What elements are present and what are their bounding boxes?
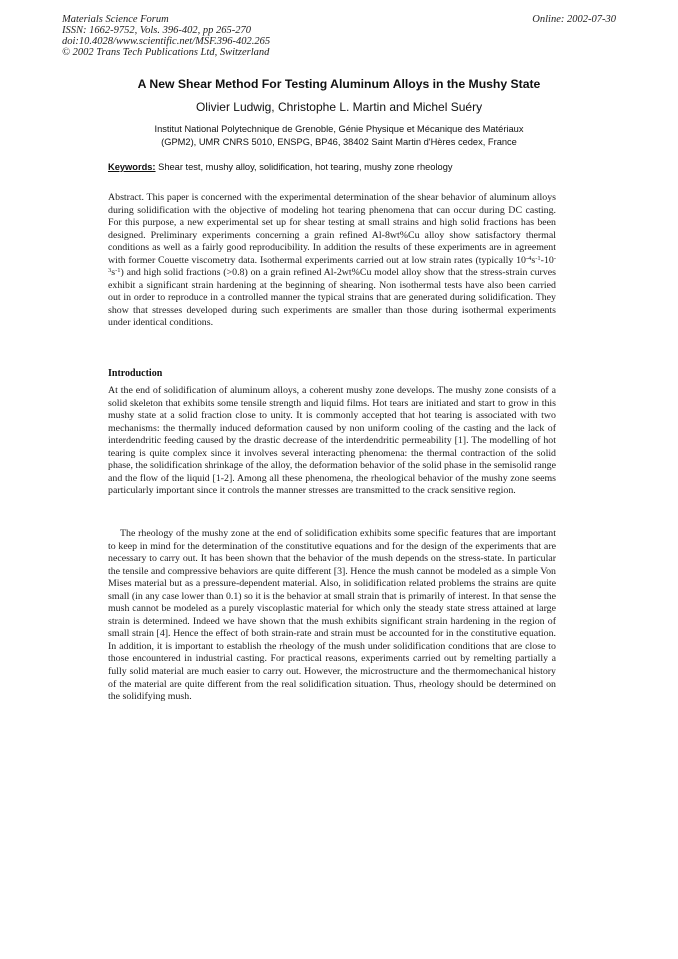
abstract (108, 192, 556, 330)
abstract-text-4: s (111, 267, 116, 279)
issn-line: ISSN: 1662-9752, Vols. 396-402, pp 265-270 (62, 25, 251, 36)
online-date: Online: 2002-07-30 (532, 14, 616, 25)
abstract-exponent-1: -4 (525, 254, 532, 262)
keywords-label: Keywords: (108, 162, 156, 172)
affiliation-line-2: (GPM2), UMR CNRS 5010, ENSPG, BP46, 38402 Saint Martin d'Hères cedex, France (161, 136, 517, 147)
copyright-line: © 2002 Trans Tech Publications Ltd, Switzerland (62, 47, 270, 58)
publication-info (62, 14, 270, 58)
keywords (108, 162, 453, 172)
author-list: Olivier Ludwig, Christophe L. Martin and Michel Suéry (195, 100, 483, 114)
journal-name: Materials Science Forum (62, 14, 169, 25)
paper-title: A New Shear Method For Testing Aluminum Alloys in the Mushy State (137, 77, 541, 91)
abstract-exponent-3: -3 (108, 254, 556, 275)
affiliation-line-1: Institut National Polytechnique de Grenoble, Génie Physique et Mécanique des Matériaux (154, 124, 524, 134)
introduction-paragraph-1: At the end of solidification of aluminum alloys, a coherent mushy zone develops. The mushy zone consists of a solid skeleton that exhibits some tensile strength and liquid films. Hot tears are initiated and start to grow in this mushy state at a solid fraction close to unity. It is commonly accepted that hot tearing is associated with two mechanisms: the thermally induced deformation caused by non uniform cooling of the casting and the lack of interdendritic feeding caused by the drastic decrease of the interdendritic permeability [1]. The modelling of hot tearing is quite complex since it involves several interacting phenomena: the thermal contraction of the solid phase, the solidification shrinkage of the alloy, the deformation behavior of the solid phase in the semisolid range and the flow of the liquid [1-2]. Among all these phenomena, the rheological behavior of the mushy zone seems particularly important since it controls the manner stresses are transmitted to the crack sensitive region. (108, 385, 556, 497)
introduction-heading: Introduction (108, 368, 163, 379)
abstract-text-3: -10 (540, 254, 554, 266)
introduction-paragraph-2: The rheology of the mushy zone at the end of solidification exhibits some specific features that are important to keep in mind for the determination of the constitutive equations and for the design of the experiments that are necessary to carry out. It has been shown that the behavior of the mush depends on the stress-state. In particular the tensile and compressive behaviors are quite different [3]. Hence the mush cannot be modeled as a simple Von Mises material but as a pressure-dependent material. Also, in solidification related problems the strains are quite small (in any case lower than 0.1) so it is the behavior at small strain that is primarily of interest. In that sense the mush cannot be modeled as a purely viscoplastic material for which only the steady state stress attained at large strain is determined. Indeed we have shown that the mush exhibits significant strain hardening in the region of small strain [4]. Hence the effect of both strain-rate and strain must be accounted for in the constitutive equation. In addition, it is important to establish the rheology of the mush under solidification conditions that are close to those encountered in industrial casting. For practical reasons, experiments carried out by remelting partially a fully solid material are much easier to carry out. However, the microstructure and the thermomechanical history of the material are quite different from the real solidification situation. Thus, rheology should be determined on the solidifying mush. (108, 528, 556, 703)
abstract-text-1: Abstract. This paper is concerned with the experimental determination of the shear behavior of aluminum alloys during solidification with the objective of modeling hot tearing phenomena that can occur during DC casting. For this purpose, a new experimental set up for shear testing at small strains and high solid fractions has been designed. Preliminary experiments concerning a grain refined Al-8wt%Cu alloy show satisfactory thermal conditions as well as a fairly good reproducibility. In addition the results of these experiments are in agreement with former Couette viscometry data. Isothermal experiments carried out at low strain rates (typically 10 (108, 192, 556, 266)
abstract-exponent-4: -1 (115, 267, 121, 275)
keywords-text: Shear test, mushy alloy, solidification, hot tearing, mushy zone rheology (158, 162, 453, 172)
doi-line: doi:10.4028/www.scientific.net/MSF.396-402.265 (62, 36, 271, 47)
abstract-text-5: ) and high solid fractions (>0.8) on a grain refined Al-2wt%Cu model alloy show that the stress-strain curves exhibit a significant strain hardening at the beginning of shearing. Non isothermal tests have also been carried out in order to reproduce in a controlled manner the typical strains that are generated during solidification. They show that stresses developed during such experiments are smaller than those during isothermal experiments under identical conditions. (108, 267, 556, 329)
abstract-exponent-2: -1 (535, 254, 541, 262)
affiliation (70, 123, 608, 148)
abstract-text-2: s (531, 254, 536, 266)
